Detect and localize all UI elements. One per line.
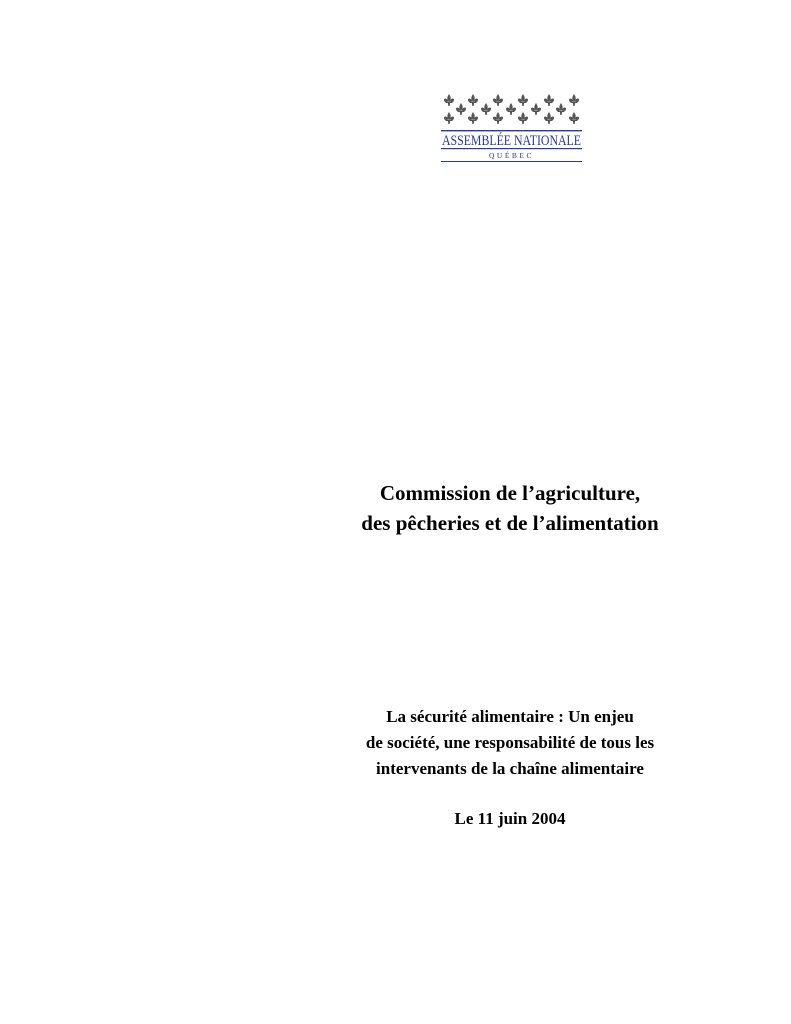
report-date: Le 11 juin 2004 — [454, 809, 566, 828]
title-line-1: Commission de l’agriculture, — [379, 481, 641, 505]
assemblee-nationale-logo — [440, 90, 613, 168]
report-subtitle — [320, 704, 700, 782]
title-line-2: des pêcheries et de l’alimentation — [361, 511, 659, 535]
commission-title — [330, 478, 690, 538]
subtitle-line-2: de société, une responsabilité de tous les — [365, 733, 655, 752]
fleur-de-lis-icon — [444, 94, 579, 124]
logo-name: ASSEMBLÉE NATIONALE — [442, 133, 613, 149]
subtitle-line-1: La sécurité alimentaire : Un enjeu — [386, 707, 634, 726]
logo-graphic — [440, 90, 613, 168]
subtitle-line-3: intervenants de la chaîne alimentaire — [376, 759, 644, 778]
logo-subtitle: QUÉBEC — [489, 151, 534, 160]
